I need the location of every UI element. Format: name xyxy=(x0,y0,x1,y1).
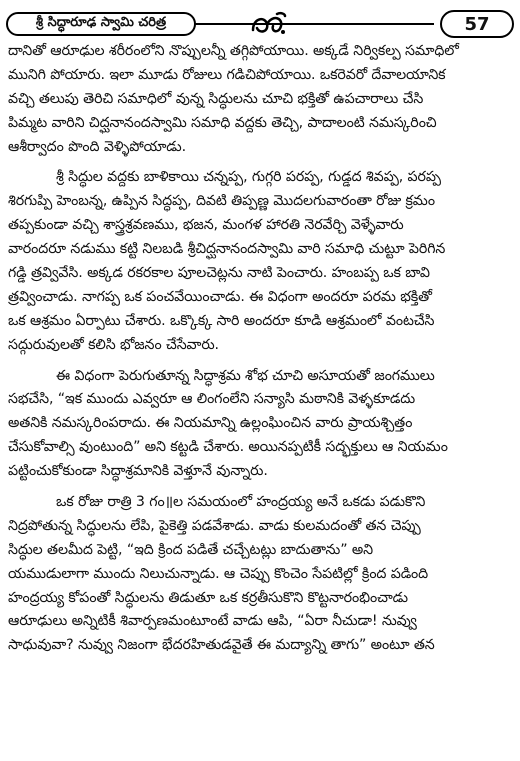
page-number: 57 xyxy=(464,13,490,35)
text-line: శిరగుప్పి హెంబన్న, ఉప్పిన సిద్ధప్ప, దివటి తిప్పణ్ణ మొదలగువారంతా రోజు క్రమం xyxy=(8,193,435,210)
page-header xyxy=(6,10,514,40)
page-body xyxy=(8,40,514,658)
om-logo-icon xyxy=(244,10,294,38)
text-line: హంద్రయ్య కోపంతో సిద్ధులను తిడుతూ ఒక కర్రతీసుకొని కొట్టనారంభించాడు xyxy=(8,589,408,606)
paragraph-gap xyxy=(8,159,514,166)
book-title-box xyxy=(6,12,196,36)
paragraph-gap xyxy=(8,358,514,365)
text-line: శ్రీ సిద్ధుల వద్దకు బాళికాయి చన్నప్ప, గుగ్గరి పరప్ప, గుడ్డద శివప్ప, పరప్ప xyxy=(56,169,441,186)
header-rule-right xyxy=(298,23,434,25)
text-line: అతనికి నమస్కరింపరాదు. ఈ నియమాన్ని ఉల్లంఘించిన వారు ప్రాయశ్చిత్తం xyxy=(8,415,413,432)
text-line: చేసుకోవాల్సి వుంటుంది” అని కట్టడి చేశారు. అయినప్పటికీ సద్భక్తులు ఆ నియమం xyxy=(8,439,448,456)
text-line: వచ్చి తలుపు తెరిచి సమాధిలో వున్న సిద్ధులను చూచి భక్తితో ఉపచారాలు చేసి xyxy=(8,90,424,107)
text-line: యముడులాగా ముందు నిలుచున్నాడు. ఆ చెప్పు కొంచెం సేపటిల్లో క్రింద పడింది xyxy=(8,565,429,582)
text-line: ఆరూఢులు అన్నిటికీ శివార్పణమంటూంటే వాడు ఆపి, “ఏరా నీచుడా! నువ్వు xyxy=(8,613,417,630)
text-line: దానితో ఆరూఢుల శరీరంలోని నొప్పులన్నీ తగ్గిపోయాయి. అక్కడే నిర్వికల్ప సమాధిలో xyxy=(8,43,459,59)
text-line: ఆశీర్వాదం పొంది వెళ్ళిపోయాడు. xyxy=(8,138,187,155)
text-line: సద్గురువులతో కలిసి భోజనం చేసేవారు. xyxy=(8,336,219,353)
page-number-box xyxy=(440,10,514,38)
text-line: ఒక రోజు రాత్రి 3 గం॥ల సమయంలో హంద్రయ్య అనే ఒకడు పడుకొని xyxy=(56,494,426,511)
text-line: గడ్డి త్రవ్వివేసి. అక్కడ రకరకాల పూలచెట్లను నాటి పెంచారు. హంబప్ప ఒక బావి xyxy=(8,265,430,282)
text-line: ఒక ఆశ్రమం ఏర్పాటు చేశారు. ఒక్కొక్క సారి అందరూ కూడి ఆశ్రమంలో వంటచేసి xyxy=(8,312,435,329)
text-line: సిద్ధుల తలమీద పెట్టి, “ఇది క్రింద పడితే చచ్చేటట్లు బాదుతాను” అని xyxy=(8,541,373,558)
text-line: పట్టించుకోకుండా సిద్ధాశ్రమానికి వెళ్తూనే వున్నారు. xyxy=(8,463,268,480)
paragraph-gap xyxy=(8,484,514,491)
text-line: త్రవ్వించాడు. నాగప్ప ఒక పంచవేయించాడు. ఈ విధంగా అందరూ పరమ భక్తితో xyxy=(8,288,432,305)
book-title: శ్రీ సిద్ధారూఢ స్వామి చరిత్ర xyxy=(35,15,167,30)
text-line: మునిగి పోయారు. ఇలా మూడు రోజులు గడిచిపోయాయి. ఒకరెవరో దేవాలయానిక xyxy=(8,66,446,83)
text-line: తప్పకుండా వచ్చి శాస్త్రశ్రవణము, భజన, మంగళ హారతి నెరవేర్చి వెళ్ళేవారు xyxy=(8,217,404,234)
text-line: సాధువువా? నువ్వు నిజంగా భేదరహితుడవైతే ఈ మద్యాన్ని తాగు” అంటూ తన xyxy=(8,637,435,654)
text-line: పిమ్మట వారిని చిద్ఘనానందస్వామి సమాధి వద్దకు తెచ్చి, పాదాలంటి నమస్కరించి xyxy=(8,114,437,131)
text-line: వారందరూ నడుము కట్టి నిలబడి శ్రీచిద్ఘనానందస్వామి వారి సమాధి చుట్టూ పెరిగిన xyxy=(8,241,446,258)
text-line: నిద్రపోతున్న సిద్ధులను లేపి, పైకెత్తి పడవేశాడు. వాడు కులమదంతో తన చెప్పు xyxy=(8,517,421,534)
text-line: ఈ విధంగా పెరుగుతూన్న సిద్ధాశ్రమ శోభ చూచి అసూయతో జంగములు xyxy=(56,367,435,384)
text-line: సభచేసి, “ఇక ముందు ఎవ్వరూ ఆ లింగంలేని సన్యాసి మఠానికి వెళ్ళకూడదు xyxy=(8,391,416,408)
